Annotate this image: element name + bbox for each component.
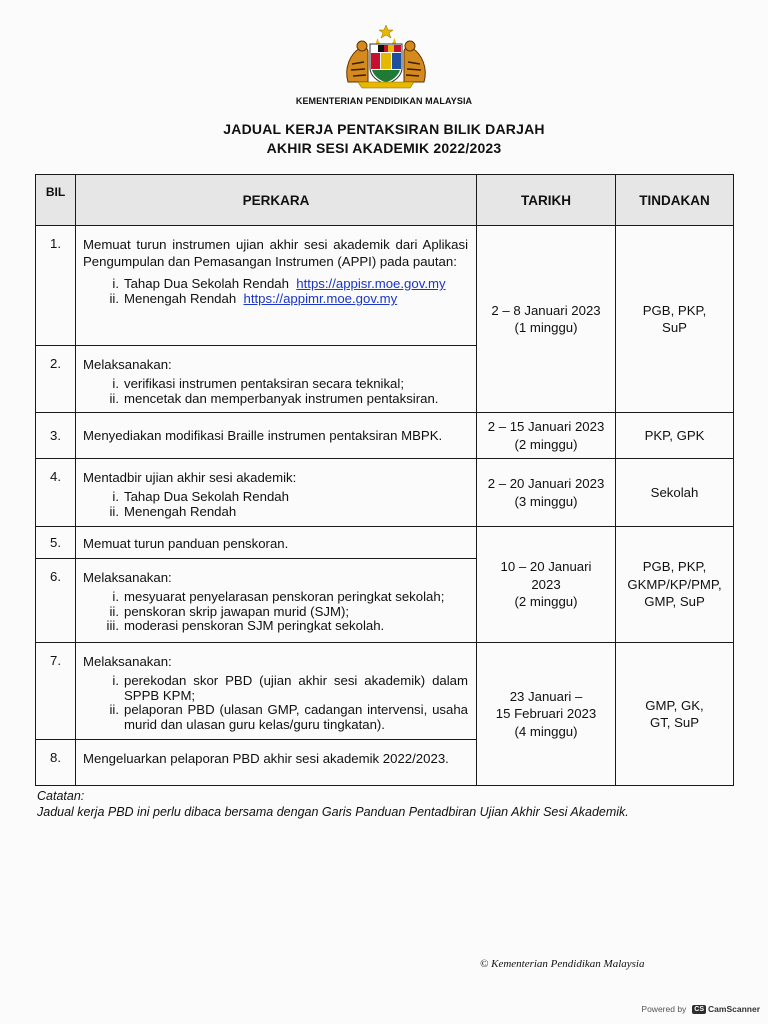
- row-number: 5.: [36, 527, 76, 559]
- row-number: 3.: [36, 413, 76, 459]
- list-item: i. Tahap Dua Sekolah Rendah: [112, 489, 289, 504]
- row-number: 2.: [36, 346, 76, 413]
- row-task: [76, 459, 477, 527]
- copyright: © Kementerian Pendidikan Malaysia: [480, 958, 645, 970]
- row-number: 4.: [36, 459, 76, 527]
- row-task: [76, 226, 477, 346]
- date-cell: 10 – 20 Januari 2023 (2 minggu): [477, 527, 616, 643]
- row-number: 8.: [36, 740, 76, 786]
- list-item: ii. pelaporan PBD (ulasan GMP, cadangan intervensi, usaha murid dan ulasan guru kelas/guru tingkatan).: [109, 702, 468, 732]
- header-bil: BIL: [36, 175, 76, 226]
- task-text: Melaksanakan:: [83, 570, 172, 585]
- powered-label: Powered by: [641, 1004, 687, 1014]
- table-row: [36, 527, 734, 559]
- notes-text: Jadual kerja PBD ini perlu dibaca bersama dengan Garis Panduan Pentadbiran Ujian Akhir Sesi Akademik.: [37, 805, 629, 819]
- camscanner-brand: CamScanner: [708, 1004, 760, 1014]
- row-task: [76, 346, 477, 413]
- date-cell: 2 – 8 Januari 2023 (1 minggu): [477, 226, 616, 413]
- table-row: [36, 413, 734, 459]
- action-cell: GMP, GK, GT, SuP: [616, 643, 734, 786]
- schedule-table: [35, 174, 734, 786]
- table-header-row: [36, 175, 734, 226]
- list-item: i. mesyuarat penyelarasan penskoran peringkat sekolah;: [112, 589, 445, 604]
- notes-label: Catatan:: [37, 789, 85, 803]
- row-number: 7.: [36, 643, 76, 740]
- date-cell: 23 Januari – 15 Februari 2023 (4 minggu): [477, 643, 616, 786]
- task-text: Melaksanakan:: [83, 654, 172, 669]
- header-tarikh: TARIKH: [477, 175, 616, 226]
- list-item: ii. mencetak dan memperbanyak instrumen pentaksiran.: [109, 390, 439, 406]
- table-row: [36, 643, 734, 740]
- task-text: Mengeluarkan pelaporan PBD akhir sesi akademik 2022/2023.: [76, 740, 477, 786]
- date-cell: 2 – 20 Januari 2023 (3 minggu): [477, 459, 616, 527]
- task-text: Memuat turun instrumen ujian akhir sesi akademik dari Aplikasi Pengumpulan dan Pemasangan Instrumen (APPI) pada pautan:: [83, 237, 468, 269]
- task-text: Melaksanakan:: [83, 357, 172, 372]
- page-title: JADUAL KERJA PENTAKSIRAN BILIK DARJAH: [223, 121, 545, 137]
- notes: [37, 788, 629, 820]
- ministry-name: KEMENTERIAN PENDIDIKAN MALAYSIA: [295, 96, 473, 106]
- list-item: ii. Menengah Rendah: [109, 503, 237, 519]
- row-task: [76, 559, 477, 643]
- row-number: 1.: [36, 226, 76, 346]
- task-text: Memuat turun panduan penskoran.: [76, 527, 477, 559]
- appimr-link[interactable]: https://appimr.moe.gov.my: [243, 291, 398, 306]
- header-tindakan: TINDAKAN: [616, 175, 734, 226]
- task-text: Menyediakan modifikasi Braille instrumen pentaksiran MBPK.: [76, 413, 477, 459]
- list-item: ii. Menengah Rendah https://appimr.moe.gov.my: [109, 291, 398, 306]
- task-text: Mentadbir ujian akhir sesi akademik:: [83, 470, 297, 485]
- list-item: iii. moderasi penskoran SJM peringkat sekolah.: [106, 618, 385, 633]
- row-number: 6.: [36, 559, 76, 643]
- row-task: [76, 643, 477, 740]
- action-cell: PGB, PKP, GKMP/KP/PMP, GMP, SuP: [616, 527, 734, 643]
- camscanner-watermark: [641, 1004, 760, 1014]
- list-item: i. perekodan skor PBD (ujian akhir sesi akademik) dalam SPPB KPM;: [112, 673, 468, 703]
- header-perkara: PERKARA: [76, 175, 477, 226]
- list-item: ii. penskoran skrip jawapan murid (SJM);: [109, 603, 350, 619]
- action-cell: PGB, PKP, SuP: [616, 226, 734, 413]
- action-cell: PKP, GPK: [616, 413, 734, 459]
- camscanner-logo-icon: CS: [694, 1005, 705, 1013]
- appisr-link[interactable]: https://appisr.moe.gov.my: [296, 276, 446, 291]
- action-cell: Sekolah: [616, 459, 734, 527]
- list-item: i. Tahap Dua Sekolah Rendah https://appisr.moe.gov.my: [112, 276, 446, 291]
- list-item: i. verifikasi instrumen pentaksiran secara teknikal;: [112, 376, 404, 391]
- page-subtitle: AKHIR SESI AKADEMIK 2022/2023: [266, 140, 502, 156]
- table-row: [36, 459, 734, 527]
- table-row: [36, 226, 734, 346]
- date-cell: 2 – 15 Januari 2023 (2 minggu): [477, 413, 616, 459]
- coat-of-arms-icon: [338, 24, 434, 92]
